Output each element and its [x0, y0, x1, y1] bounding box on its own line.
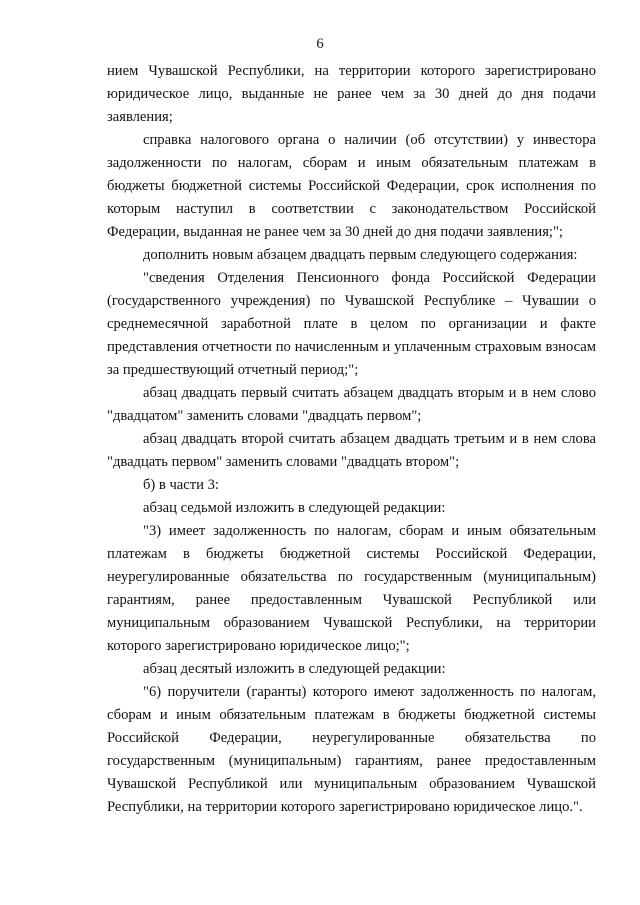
page-number: 6: [316, 36, 324, 52]
paragraph-1: нием Чувашской Республики, на территории которого зарегистрировано юридическое лицо, выданные не ранее чем за 30 дней до дня подачи заявления;: [107, 63, 596, 125]
paragraph-10: абзац десятый изложить в следующей редакции:: [143, 661, 446, 677]
paragraph-6: абзац двадцать второй считать абзацем двадцать третьим и в нем слова "двадцать первом" заменить словами "двадцать втором";: [107, 431, 596, 470]
paragraph-4: "сведения Отделения Пенсионного фонда Российской Федерации (государственного учреждения) по Чувашской Республике – Чувашии о среднемесячной заработной плате в целом по организации и факте представления отчетности по начисленным и уплаченным страховым взносам за предшествующий отчетный период;";: [107, 270, 596, 378]
paragraph-8: абзац седьмой изложить в следующей редакции:: [143, 500, 446, 516]
paragraph-11: "6) поручители (гаранты) которого имеют задолженность по налогам, сборам и иным обязательным платежам в бюджеты бюджетной системы Российской Федерации, неурегулированные обязательства по государственным (муниципальным) гарантиям, ранее предоставленным Чувашской Республикой или муниципальным образованием Чувашской Республики, на территории которого зарегистрировано юридическое лицо.".: [107, 684, 596, 815]
paragraph-7: б) в части 3:: [143, 477, 219, 493]
paragraph-2: справка налогового органа о наличии (об отсутствии) у инвестора задолженности по налогам, сборам и иным обязательным платежам в бюджеты бюджетной системы Российской Федерации, срок исполнения по которым наступил в соответствии с законодательством Российской Федерации, выданная не ранее чем за 30 дней до дня подачи заявления;";: [107, 132, 596, 240]
paragraph-3: дополнить новым абзацем двадцать первым следующего содержания:: [143, 247, 578, 263]
paragraph-9: "3) имеет задолженность по налогам, сборам и иным обязательным платежам в бюджеты бюджетной системы Российской Федерации, неурегулированные обязательства по государственным (муниципальным) гарантиям, ранее предоставленным Чувашской Республикой или муниципальным образованием Чувашской Республики, на территории которого зарегистрировано юридическое лицо;";: [107, 523, 596, 654]
paragraph-5: абзац двадцать первый считать абзацем двадцать вторым и в нем слово "двадцатом" заменить словами "двадцать первом";: [107, 385, 596, 424]
document-body: [107, 60, 596, 819]
